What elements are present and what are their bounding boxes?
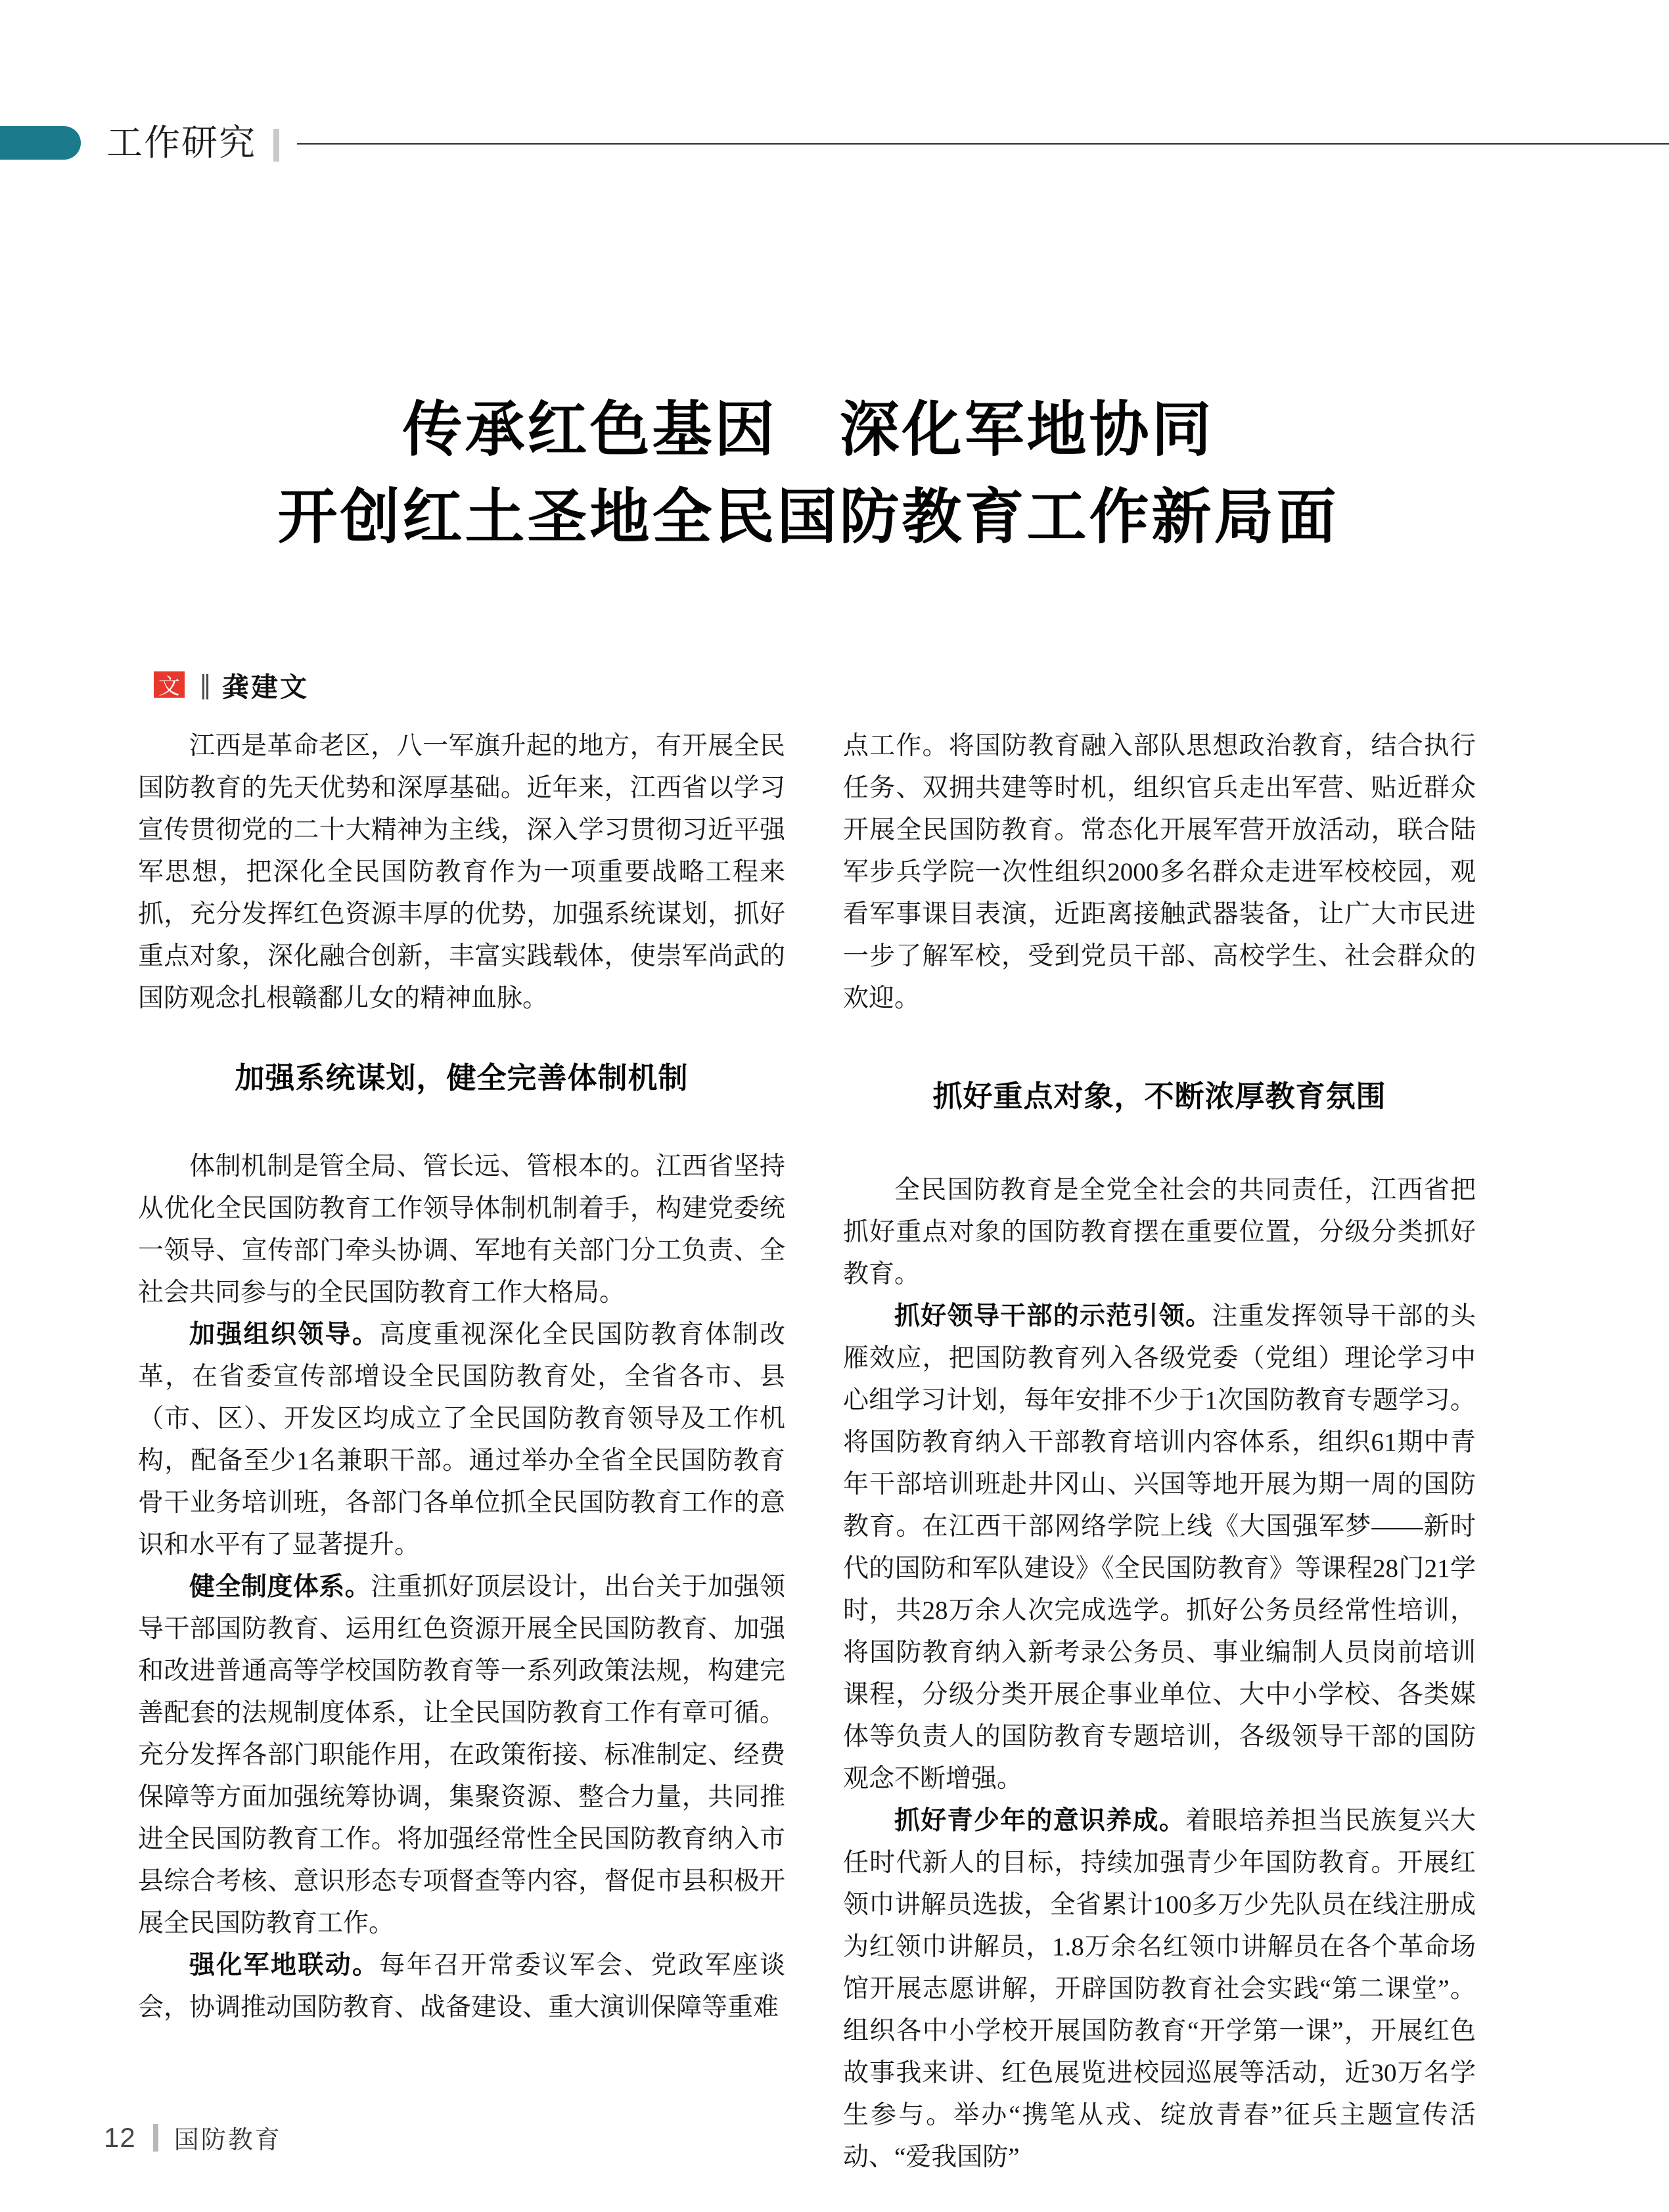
section-label: 工作研究 <box>106 122 257 163</box>
footer-divider <box>153 2124 158 2152</box>
paragraph: 全民国防教育是全党全社会的共同责任，江西省把抓好重点对象的国防教育摆在重要位置，分级分类抓好教育。 <box>843 1176 1476 1288</box>
header-rule <box>297 143 1669 145</box>
article-title-line1: 传承红色基因 深化军地协同 <box>402 397 1214 463</box>
byline-author: 龚建文 <box>222 671 309 702</box>
paragraph-text: 着眼培养担当民族复兴大任时代新人的目标，持续加强青少年国防教育。开展红领巾讲解员选拔，全省累计100多万少先队员在线注册成为红领巾讲解员，1.8万余名红领巾讲解员在各个革命场馆开展志愿讲解，开辟国防教育社会实践“第二课堂”。组织各中小学校开展国防教育“开学第一课”，开展红色故事我来讲、红色展览进校园巡展等活动，近30万名学生参与。举办“携笔从戎、绽放青春”征兵主题宣传活动、“爱我国防” <box>843 1807 1476 2171</box>
paragraph-lead: 抓好领导干部的示范引领。 <box>894 1302 1212 1330</box>
byline <box>154 669 309 700</box>
paragraph-text: 高度重视深化全民国防教育体制改革，在省委宣传部增设全民国防教育处，全省各市、县（市、区）、开发区均成立了全民国防教育领导及工作机构，配备至少1名兼职干部。通过举办全省全民国防教育骨干业务培训班，各部门各单位抓全民国防教育工作的意识和水平有了显著提升。 <box>138 1320 785 1559</box>
right-column <box>843 725 1476 2178</box>
header-tick-mark <box>273 129 279 162</box>
paragraph <box>138 1314 785 1566</box>
section-heading: 抓好重点对象，不断浓厚教育氛围 <box>932 1079 1386 1113</box>
paragraph-lead: 加强组织领导。 <box>189 1320 380 1349</box>
paragraph-text: 注重发挥领导干部的头雁效应，把国防教育列入各级党委（党组）理论学习中心组学习计划，每年安排不少于1次国防教育专题学习。将国防教育纳入干部教育培训内容体系，组织61期中青年干部培训班赴井冈山、兴国等地开展为期一周的国防教育。在江西干部网络学院上线《大国强军梦——新时代的国防和军队建设》《全民国防教育》等课程28门21学时，共28万余人次完成选学。抓好公务员经常性培训，将国防教育纳入新考录公务员、事业编制人员岗前培训课程，分级分类开展企事业单位、大中小学校、各类媒体等负责人的国防教育专题培训，各级领导干部的国防观念不断增强。 <box>843 1302 1476 1793</box>
paragraph <box>138 1945 785 2029</box>
article-title-line2: 开创红土圣地全民国防教育工作新局面 <box>277 484 1339 551</box>
paragraph: 江西是革命老区，八一军旗升起的地方，有开展全民国防教育的先天优势和深厚基础。近年来，江西省以学习宣传贯彻党的二十大精神为主线，深入学习贯彻习近平强军思想，把深化全民国防教育作为一项重要战略工程来抓，充分发挥红色资源丰厚的优势，加强系统谋划，抓好重点对象，深化融合创新，丰富实践载体，使崇军尚武的国防观念扎根赣鄱儿女的精神血脉。 <box>138 732 785 1012</box>
page-number: 12 <box>104 2121 136 2153</box>
paragraph-lead: 健全制度体系。 <box>189 1573 371 1601</box>
left-column <box>138 725 785 2029</box>
paragraph: 体制机制是管全局、管长远、管根本的。江西省坚持从优化全民国防教育工作领导体制机制着手，构建党委统一领导、宣传部门牵头协调、军地有关部门分工负责、全社会共同参与的全民国防教育工作大格局。 <box>138 1152 785 1307</box>
journal-name: 国防教育 <box>173 2127 282 2154</box>
paragraph <box>843 1296 1476 1800</box>
paragraph <box>138 1566 785 1945</box>
paragraph-text: 每年召开常委议军会、党政军座谈会，协调推动国防教育、战备建设、重大演训保障等重难 <box>138 1951 785 2021</box>
section-accent-bar <box>0 126 81 160</box>
paragraph-lead: 抓好青少年的意识养成。 <box>894 1807 1186 1835</box>
page-footer <box>104 2119 282 2156</box>
paragraph-lead: 强化军地联动。 <box>189 1951 380 1979</box>
paragraph-text: 注重抓好顶层设计，出台关于加强领导干部国防教育、运用红色资源开展全民国防教育、加强和改进普通高等学校国防教育等一系列政策法规，构建完善配套的法规制度体系，让全民国防教育工作有章可循。充分发挥各部门职能作用，在政策衔接、标准制定、经费保障等方面加强统筹协调，集聚资源、整合力量，共同推进全民国防教育工作。将加强经常性全民国防教育纳入市县综合考核、意识形态专项督查等内容，督促市县积极开展全民国防教育工作。 <box>138 1573 785 1937</box>
paragraph <box>843 1800 1476 2178</box>
article-title <box>0 386 1616 561</box>
byline-text-badge-icon: 文 <box>154 671 185 698</box>
paragraph: 点工作。将国防教育融入部队思想政治教育，结合执行任务、双拥共建等时机，组织官兵走出军营、贴近群众开展全民国防教育。常态化开展军营开放活动，联合陆军步兵学院一次性组织2000多名群众走进军校校园，观看军事课目表演，近距离接触武器装备，让广大市民进一步了解军校，受到党员干部、高校学生、社会群众的欢迎。 <box>843 732 1476 1012</box>
byline-separator: ‖ <box>199 670 212 699</box>
section-heading: 加强系统谋划，健全完善体制机制 <box>235 1061 689 1095</box>
